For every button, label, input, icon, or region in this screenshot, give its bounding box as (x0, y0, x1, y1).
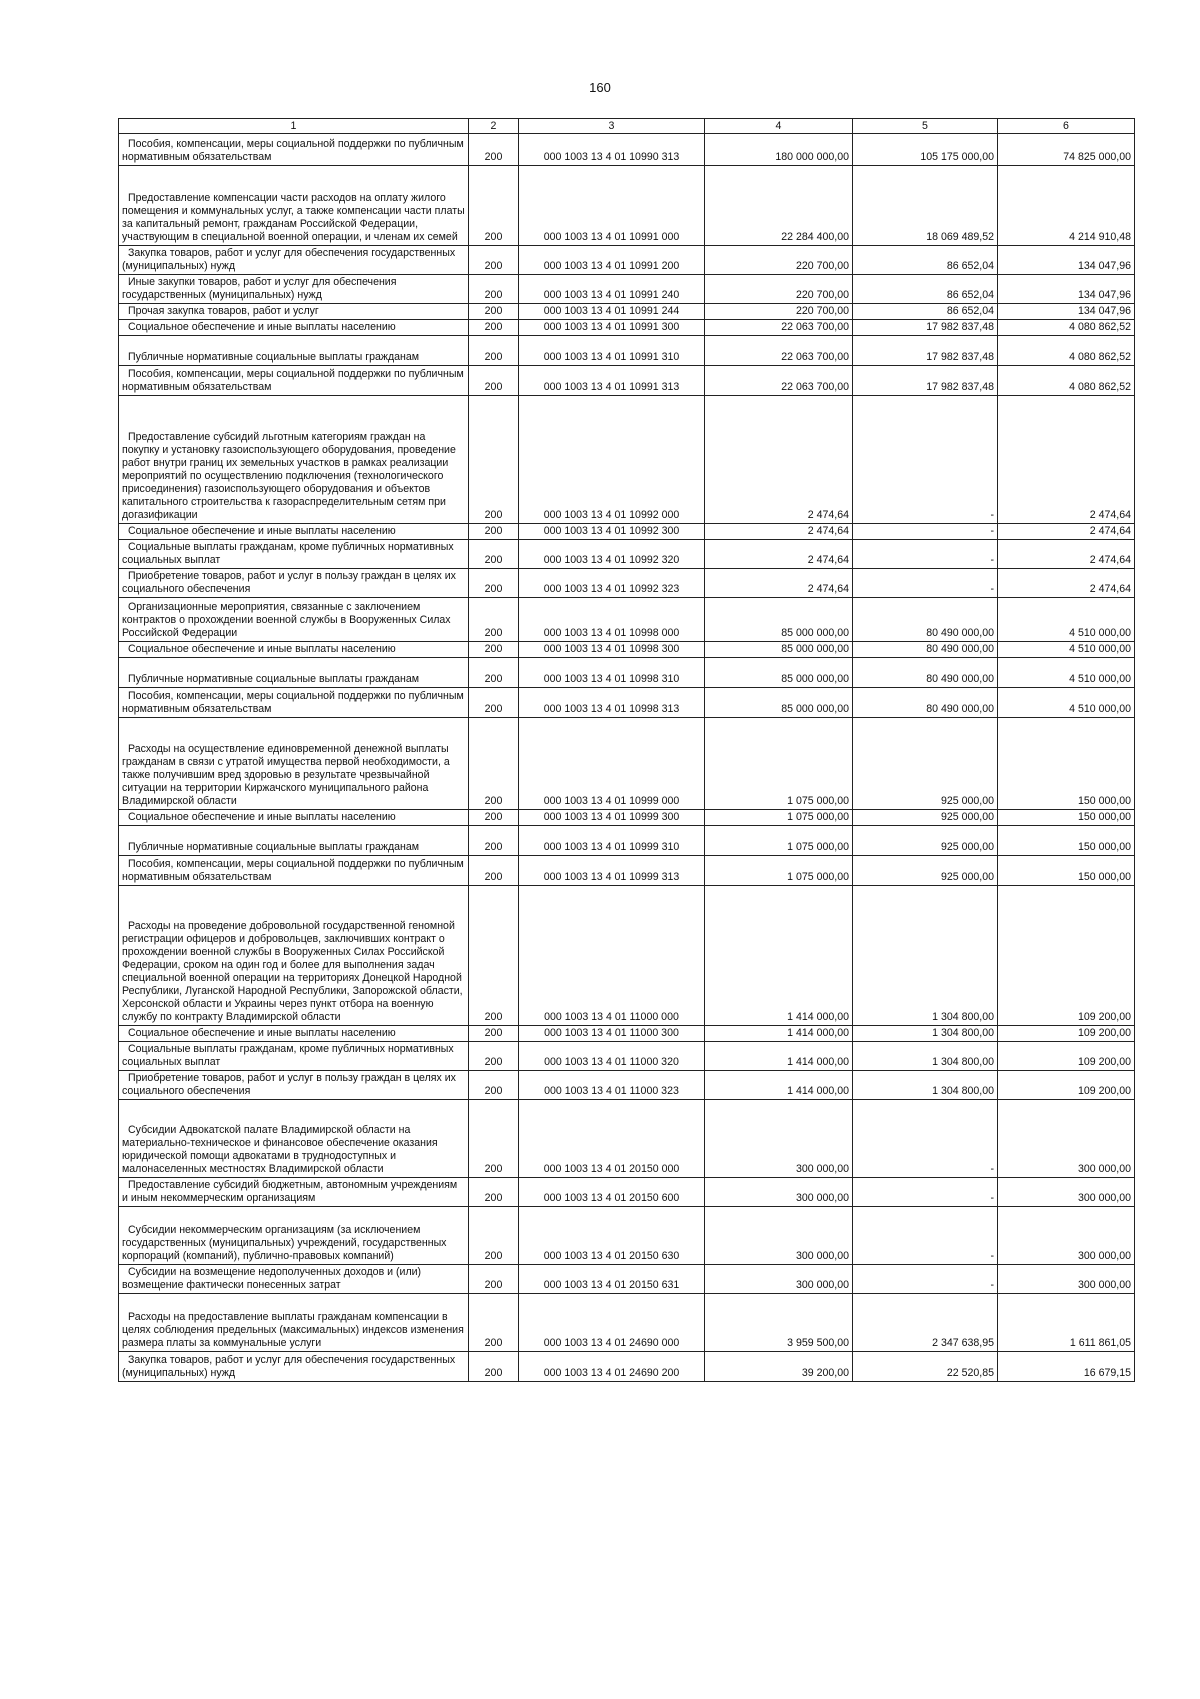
approved-amount: 1 075 000,00 (705, 718, 853, 810)
executed-amount: - (853, 1178, 998, 1207)
table-row (119, 1352, 1135, 1382)
budget-classification-code: 000 1003 13 4 01 10992 323 (519, 569, 705, 598)
unexecuted-amount: 150 000,00 (998, 810, 1135, 826)
budget-classification-code: 000 1003 13 4 01 10991 244 (519, 304, 705, 320)
budget-execution-table (118, 118, 1135, 1382)
unexecuted-amount: 1 611 861,05 (998, 1294, 1135, 1352)
approved-amount: 220 700,00 (705, 246, 853, 275)
row-name: Пособия, компенсации, меры социальной поддержки по публичным нормативным обязательствам (119, 856, 469, 886)
unexecuted-amount: 4 080 862,52 (998, 336, 1135, 366)
admin-code: 200 (469, 1026, 519, 1042)
admin-code: 200 (469, 642, 519, 658)
admin-code: 200 (469, 1100, 519, 1178)
unexecuted-amount: 16 679,15 (998, 1352, 1135, 1382)
approved-amount: 2 474,64 (705, 540, 853, 569)
admin-code: 200 (469, 886, 519, 1026)
approved-amount: 22 063 700,00 (705, 336, 853, 366)
budget-classification-code: 000 1003 13 4 01 24690 200 (519, 1352, 705, 1382)
executed-amount: - (853, 569, 998, 598)
executed-amount: 80 490 000,00 (853, 598, 998, 642)
executed-amount: 17 982 837,48 (853, 320, 998, 336)
row-name: Организационные мероприятия, связанные с заключением контрактов о прохождении военной службы в Вооруженных Силах Российской Федерации (119, 598, 469, 642)
budget-classification-code: 000 1003 13 4 01 10998 300 (519, 642, 705, 658)
table-row (119, 886, 1135, 1026)
admin-code: 200 (469, 810, 519, 826)
executed-amount: - (853, 540, 998, 569)
unexecuted-amount: 4 214 910,48 (998, 166, 1135, 246)
executed-amount: 18 069 489,52 (853, 166, 998, 246)
table-row (119, 718, 1135, 810)
table-row (119, 524, 1135, 540)
admin-code: 200 (469, 246, 519, 275)
executed-amount: 925 000,00 (853, 718, 998, 810)
unexecuted-amount: 2 474,64 (998, 540, 1135, 569)
table-row (119, 1178, 1135, 1207)
table-row (119, 1042, 1135, 1071)
budget-classification-code: 000 1003 13 4 01 10998 313 (519, 688, 705, 718)
admin-code: 200 (469, 718, 519, 810)
table-row (119, 1207, 1135, 1265)
approved-amount: 22 284 400,00 (705, 166, 853, 246)
row-name: Социальное обеспечение и иные выплаты населению (119, 810, 469, 826)
admin-code: 200 (469, 658, 519, 688)
column-header: 1 (119, 119, 469, 134)
approved-amount: 85 000 000,00 (705, 598, 853, 642)
row-name: Публичные нормативные социальные выплаты гражданам (119, 336, 469, 366)
table-row (119, 1294, 1135, 1352)
row-name: Социальное обеспечение и иные выплаты населению (119, 642, 469, 658)
admin-code: 200 (469, 1042, 519, 1071)
budget-classification-code: 000 1003 13 4 01 20150 600 (519, 1178, 705, 1207)
admin-code: 200 (469, 598, 519, 642)
unexecuted-amount: 4 510 000,00 (998, 688, 1135, 718)
executed-amount: 925 000,00 (853, 810, 998, 826)
table-row (119, 1026, 1135, 1042)
row-name: Расходы на осуществление единовременной денежной выплаты гражданам в связи с утратой имущества первой необходимости, а также получившим вред здоровью в результате чрезвычайной ситуации на территории Киржачского муниципального района Владимирской области (119, 718, 469, 810)
executed-amount: 925 000,00 (853, 826, 998, 856)
row-name: Публичные нормативные социальные выплаты гражданам (119, 658, 469, 688)
budget-classification-code: 000 1003 13 4 01 10991 313 (519, 366, 705, 396)
budget-classification-code: 000 1003 13 4 01 11000 320 (519, 1042, 705, 1071)
approved-amount: 1 075 000,00 (705, 810, 853, 826)
executed-amount: 80 490 000,00 (853, 642, 998, 658)
approved-amount: 220 700,00 (705, 304, 853, 320)
approved-amount: 1 075 000,00 (705, 856, 853, 886)
row-name: Социальные выплаты гражданам, кроме публичных нормативных социальных выплат (119, 1042, 469, 1071)
table-row (119, 540, 1135, 569)
table-row (119, 246, 1135, 275)
table-row (119, 826, 1135, 856)
unexecuted-amount: 4 510 000,00 (998, 598, 1135, 642)
executed-amount: 80 490 000,00 (853, 658, 998, 688)
executed-amount: 1 304 800,00 (853, 1042, 998, 1071)
admin-code: 200 (469, 366, 519, 396)
admin-code: 200 (469, 688, 519, 718)
table-row (119, 1265, 1135, 1294)
executed-amount: 86 652,04 (853, 304, 998, 320)
budget-classification-code: 000 1003 13 4 01 24690 000 (519, 1294, 705, 1352)
row-name: Субсидии на возмещение недополученных доходов и (или) возмещение фактически понесенных затрат (119, 1265, 469, 1294)
table-row (119, 134, 1135, 166)
budget-classification-code: 000 1003 13 4 01 10991 200 (519, 246, 705, 275)
row-name: Прочая закупка товаров, работ и услуг (119, 304, 469, 320)
unexecuted-amount: 109 200,00 (998, 1042, 1135, 1071)
admin-code: 200 (469, 336, 519, 366)
unexecuted-amount: 134 047,96 (998, 275, 1135, 304)
unexecuted-amount: 2 474,64 (998, 524, 1135, 540)
row-name: Социальное обеспечение и иные выплаты населению (119, 320, 469, 336)
budget-classification-code: 000 1003 13 4 01 20150 631 (519, 1265, 705, 1294)
unexecuted-amount: 109 200,00 (998, 1071, 1135, 1100)
row-name: Социальные выплаты гражданам, кроме публичных нормативных социальных выплат (119, 540, 469, 569)
admin-code: 200 (469, 1265, 519, 1294)
admin-code: 200 (469, 1352, 519, 1382)
approved-amount: 2 474,64 (705, 524, 853, 540)
budget-classification-code: 000 1003 13 4 01 10999 313 (519, 856, 705, 886)
budget-classification-code: 000 1003 13 4 01 10998 000 (519, 598, 705, 642)
row-name: Приобретение товаров, работ и услуг в пользу граждан в целях их социального обеспечения (119, 1071, 469, 1100)
executed-amount: 1 304 800,00 (853, 1071, 998, 1100)
row-name: Предоставление субсидий льготным категориям граждан на покупку и установку газоиспользующего оборудования, проведение работ внутри границ их земельных участков в рамках реализации мероприятий по осуществлению подключения (технологического присоединения) газоиспользующего оборудования и объектов капитального строительства к газораспределительным сетям при догазификации (119, 396, 469, 524)
approved-amount: 300 000,00 (705, 1265, 853, 1294)
unexecuted-amount: 150 000,00 (998, 718, 1135, 810)
admin-code: 200 (469, 1207, 519, 1265)
budget-classification-code: 000 1003 13 4 01 10992 320 (519, 540, 705, 569)
executed-amount: 17 982 837,48 (853, 366, 998, 396)
row-name: Публичные нормативные социальные выплаты гражданам (119, 826, 469, 856)
executed-amount: 925 000,00 (853, 856, 998, 886)
executed-amount: 17 982 837,48 (853, 336, 998, 366)
budget-classification-code: 000 1003 13 4 01 10999 000 (519, 718, 705, 810)
approved-amount: 85 000 000,00 (705, 642, 853, 658)
row-name: Субсидии некоммерческим организациям (за исключением государственных (муниципальных) учреждений, государственных корпораций (компаний), публично-правовых компаний) (119, 1207, 469, 1265)
unexecuted-amount: 300 000,00 (998, 1265, 1135, 1294)
unexecuted-amount: 74 825 000,00 (998, 134, 1135, 166)
table-row (119, 396, 1135, 524)
approved-amount: 300 000,00 (705, 1207, 853, 1265)
unexecuted-amount: 2 474,64 (998, 396, 1135, 524)
approved-amount: 1 414 000,00 (705, 1042, 853, 1071)
column-header: 5 (853, 119, 998, 134)
budget-classification-code: 000 1003 13 4 01 10991 300 (519, 320, 705, 336)
approved-amount: 3 959 500,00 (705, 1294, 853, 1352)
executed-amount: - (853, 1100, 998, 1178)
table-body (119, 134, 1135, 1382)
budget-classification-code: 000 1003 13 4 01 20150 000 (519, 1100, 705, 1178)
budget-classification-code: 000 1003 13 4 01 10992 300 (519, 524, 705, 540)
approved-amount: 2 474,64 (705, 396, 853, 524)
approved-amount: 300 000,00 (705, 1100, 853, 1178)
executed-amount: - (853, 524, 998, 540)
column-number-row (119, 119, 1135, 134)
table-row (119, 856, 1135, 886)
table-row (119, 642, 1135, 658)
approved-amount: 1 414 000,00 (705, 886, 853, 1026)
executed-amount: 1 304 800,00 (853, 1026, 998, 1042)
approved-amount: 22 063 700,00 (705, 320, 853, 336)
unexecuted-amount: 2 474,64 (998, 569, 1135, 598)
budget-classification-code: 000 1003 13 4 01 11000 323 (519, 1071, 705, 1100)
row-name: Закупка товаров, работ и услуг для обеспечения государственных (муниципальных) нужд (119, 246, 469, 275)
admin-code: 200 (469, 569, 519, 598)
executed-amount: - (853, 396, 998, 524)
unexecuted-amount: 150 000,00 (998, 856, 1135, 886)
admin-code: 200 (469, 396, 519, 524)
table-row (119, 810, 1135, 826)
table-row (119, 1071, 1135, 1100)
row-name: Расходы на проведение добровольной государственной геномной регистрации офицеров и добровольцев, заключивших контракт о прохождении военной службы в Вооруженных Силах Российской Федерации, сроком на один год и более для выполнения задач специальной военной операции на территориях Донецкой Народной Республики, Луганской Народной Республики, Запорожской области, Херсонской области и Украины через пункт отбора на военную службу по контракту Владимирской области (119, 886, 469, 1026)
table-row (119, 688, 1135, 718)
approved-amount: 220 700,00 (705, 275, 853, 304)
unexecuted-amount: 109 200,00 (998, 1026, 1135, 1042)
unexecuted-amount: 4 080 862,52 (998, 320, 1135, 336)
table-row (119, 275, 1135, 304)
admin-code: 200 (469, 856, 519, 886)
row-name: Пособия, компенсации, меры социальной поддержки по публичным нормативным обязательствам (119, 688, 469, 718)
executed-amount: 2 347 638,95 (853, 1294, 998, 1352)
unexecuted-amount: 134 047,96 (998, 304, 1135, 320)
approved-amount: 85 000 000,00 (705, 688, 853, 718)
unexecuted-amount: 4 510 000,00 (998, 658, 1135, 688)
row-name: Иные закупки товаров, работ и услуг для обеспечения государственных (муниципальных) нужд (119, 275, 469, 304)
unexecuted-amount: 300 000,00 (998, 1178, 1135, 1207)
approved-amount: 1 075 000,00 (705, 826, 853, 856)
table-row (119, 598, 1135, 642)
budget-classification-code: 000 1003 13 4 01 10991 000 (519, 166, 705, 246)
approved-amount: 85 000 000,00 (705, 658, 853, 688)
unexecuted-amount: 134 047,96 (998, 246, 1135, 275)
admin-code: 200 (469, 540, 519, 569)
row-name: Расходы на предоставление выплаты гражданам компенсации в целях соблюдения предельных (максимальных) индексов изменения размера платы за коммунальные услуги (119, 1294, 469, 1352)
budget-classification-code: 000 1003 13 4 01 20150 630 (519, 1207, 705, 1265)
unexecuted-amount: 4 080 862,52 (998, 366, 1135, 396)
row-name: Социальное обеспечение и иные выплаты населению (119, 1026, 469, 1042)
budget-classification-code: 000 1003 13 4 01 10991 240 (519, 275, 705, 304)
executed-amount: 86 652,04 (853, 275, 998, 304)
row-name: Предоставление компенсации части расходов на оплату жилого помещения и коммунальных услуг, а также компенсации части платы за капитальный ремонт, гражданам Российской Федерации, участвующим в специальной военной операции, и членам их семей (119, 166, 469, 246)
executed-amount: 1 304 800,00 (853, 886, 998, 1026)
budget-classification-code: 000 1003 13 4 01 10999 310 (519, 826, 705, 856)
budget-classification-code: 000 1003 13 4 01 11000 000 (519, 886, 705, 1026)
executed-amount: - (853, 1207, 998, 1265)
admin-code: 200 (469, 1294, 519, 1352)
unexecuted-amount: 109 200,00 (998, 886, 1135, 1026)
row-name: Закупка товаров, работ и услуг для обеспечения государственных (муниципальных) нужд (119, 1352, 469, 1382)
admin-code: 200 (469, 320, 519, 336)
approved-amount: 1 414 000,00 (705, 1071, 853, 1100)
unexecuted-amount: 300 000,00 (998, 1207, 1135, 1265)
approved-amount: 22 063 700,00 (705, 366, 853, 396)
table-row (119, 1100, 1135, 1178)
executed-amount: 105 175 000,00 (853, 134, 998, 166)
table-row (119, 658, 1135, 688)
executed-amount: 80 490 000,00 (853, 688, 998, 718)
admin-code: 200 (469, 826, 519, 856)
budget-classification-code: 000 1003 13 4 01 10998 310 (519, 658, 705, 688)
table-row (119, 166, 1135, 246)
admin-code: 200 (469, 275, 519, 304)
column-header: 2 (469, 119, 519, 134)
page-number: 160 (589, 80, 611, 95)
budget-classification-code: 000 1003 13 4 01 10991 310 (519, 336, 705, 366)
row-name: Социальное обеспечение и иные выплаты населению (119, 524, 469, 540)
row-name: Приобретение товаров, работ и услуг в пользу граждан в целях их социального обеспечения (119, 569, 469, 598)
budget-classification-code: 000 1003 13 4 01 11000 300 (519, 1026, 705, 1042)
column-header: 4 (705, 119, 853, 134)
budget-classification-code: 000 1003 13 4 01 10990 313 (519, 134, 705, 166)
executed-amount: 22 520,85 (853, 1352, 998, 1382)
admin-code: 200 (469, 304, 519, 320)
table-row (119, 320, 1135, 336)
table-row (119, 336, 1135, 366)
table-row (119, 366, 1135, 396)
budget-classification-code: 000 1003 13 4 01 10992 000 (519, 396, 705, 524)
unexecuted-amount: 4 510 000,00 (998, 642, 1135, 658)
admin-code: 200 (469, 1071, 519, 1100)
row-name: Предоставление субсидий бюджетным, автономным учреждениям и иным некоммерческим организациям (119, 1178, 469, 1207)
approved-amount: 39 200,00 (705, 1352, 853, 1382)
admin-code: 200 (469, 134, 519, 166)
unexecuted-amount: 300 000,00 (998, 1100, 1135, 1178)
row-name: Пособия, компенсации, меры социальной поддержки по публичным нормативным обязательствам (119, 366, 469, 396)
unexecuted-amount: 150 000,00 (998, 826, 1135, 856)
admin-code: 200 (469, 524, 519, 540)
column-header: 3 (519, 119, 705, 134)
admin-code: 200 (469, 166, 519, 246)
budget-classification-code: 000 1003 13 4 01 10999 300 (519, 810, 705, 826)
row-name: Субсидии Адвокатской палате Владимирской области на материально-техническое и финансовое обеспечение оказания юридической помощи адвокатами в труднодоступных и малонаселенных местностях Владимирской области (119, 1100, 469, 1178)
executed-amount: 86 652,04 (853, 246, 998, 275)
approved-amount: 300 000,00 (705, 1178, 853, 1207)
row-name: Пособия, компенсации, меры социальной поддержки по публичным нормативным обязательствам (119, 134, 469, 166)
table-row (119, 304, 1135, 320)
approved-amount: 2 474,64 (705, 569, 853, 598)
column-header: 6 (998, 119, 1135, 134)
admin-code: 200 (469, 1178, 519, 1207)
executed-amount: - (853, 1265, 998, 1294)
approved-amount: 180 000 000,00 (705, 134, 853, 166)
approved-amount: 1 414 000,00 (705, 1026, 853, 1042)
table-row (119, 569, 1135, 598)
